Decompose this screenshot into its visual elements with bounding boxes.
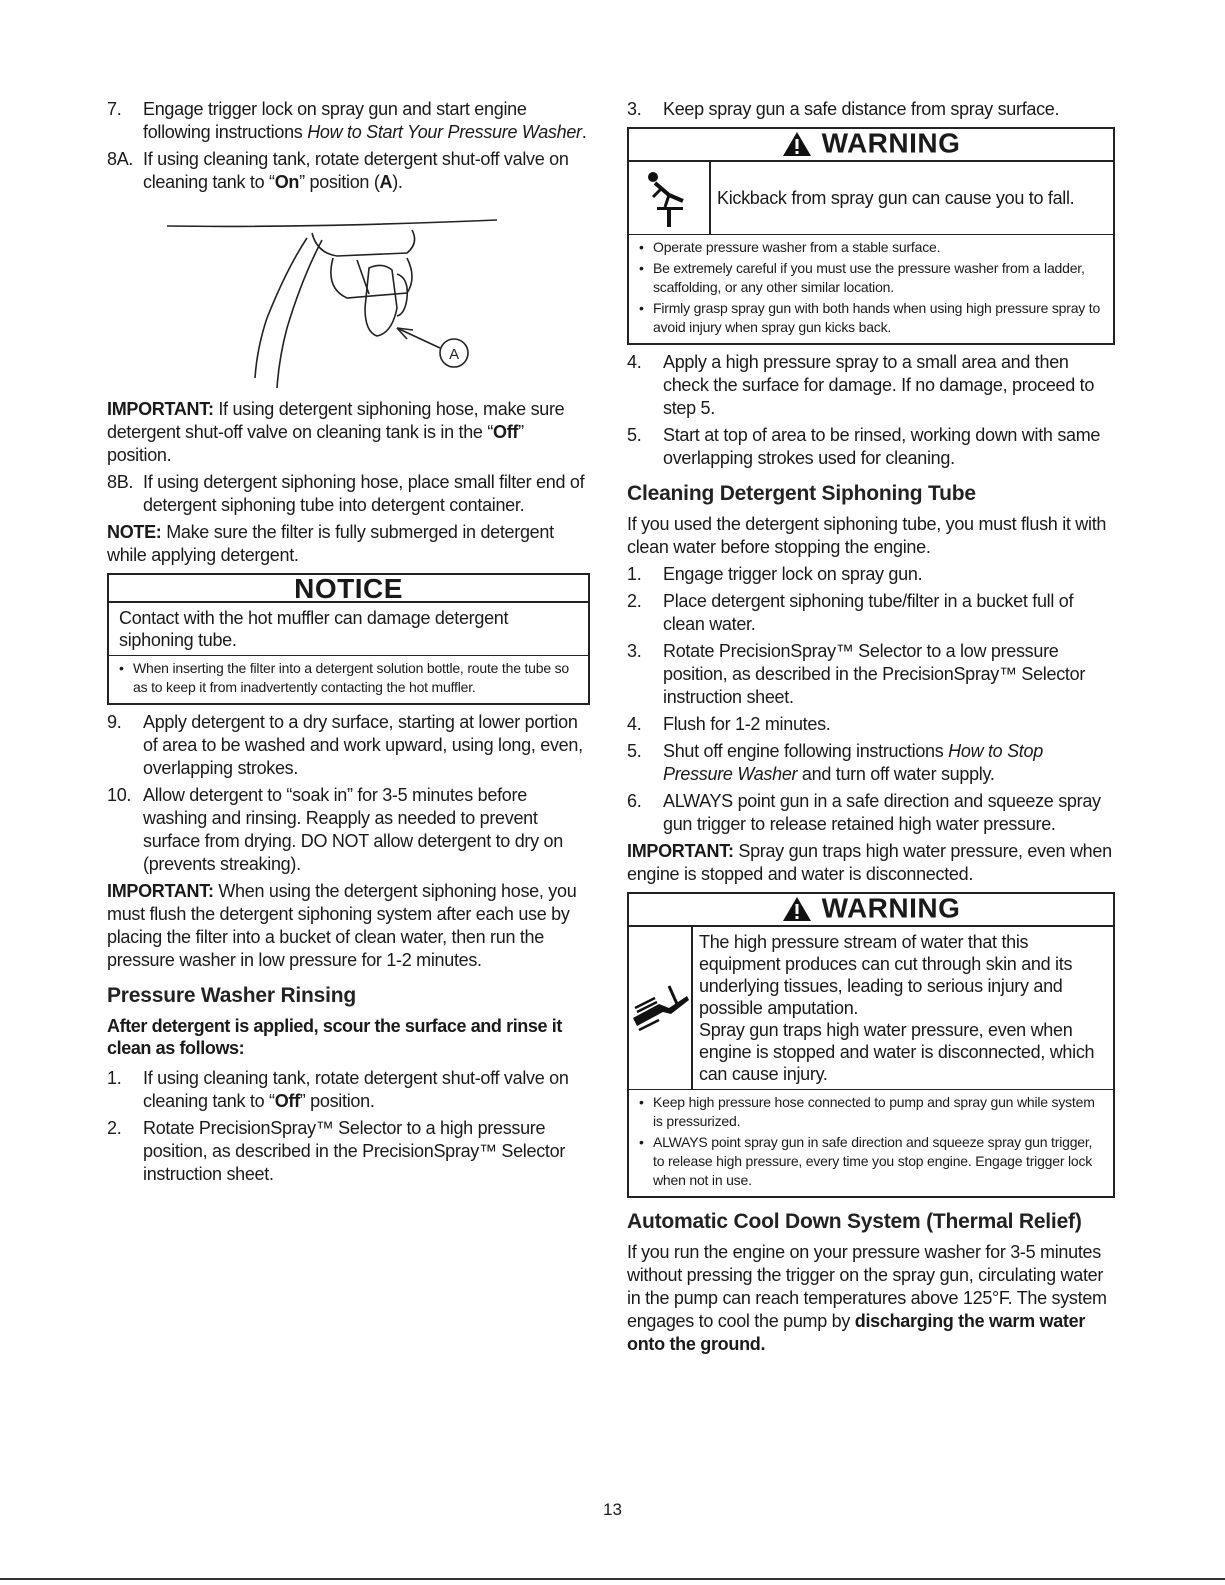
bottom-rule [0,1578,1225,1580]
step-text: Shut off engine following instructions How to Stop Pressure Washer and turn off water supply. [663,741,1043,784]
step-number: 2. [627,591,642,611]
siphon-heading: Cleaning Detergent Siphoning Tube [627,482,976,505]
step-5 [627,424,1115,470]
step-text: If using cleaning tank, rotate detergent shut-off valve on cleaning tank to “Off” position. [143,1068,569,1111]
step-number: 10. [107,785,132,805]
right-column [627,98,1115,1360]
step-3 [627,98,1115,121]
step-number: 2. [107,1118,122,1138]
step-number: 4. [627,352,642,372]
siphon-intro: If you used the detergent siphoning tube, you must flush it with clean water before stopping the engine. [627,514,1107,557]
detergent-valve-diagram [107,198,590,398]
step-text: Place detergent siphoning tube/filter in a bucket full of clean water. [663,591,1074,634]
step-8a [107,148,590,194]
section-reference: How to Stop Pressure Washer [663,741,1043,784]
step-text: ALWAYS point gun in a safe direction and squeeze spray gun trigger to release retained high water pressure. [663,791,1101,834]
step-number: 4. [627,714,642,734]
important-note-2: IMPORTANT: When using the detergent siphoning hose, you must flush the detergent siphoning system after each use by placing the filter into a bucket of clean water, then run the pressure washer in low pressure for 1-2 minutes. [107,881,577,970]
step-text: Rotate PrecisionSpray™ Selector to a high pressure position, as described in the PrecisionSpray™ Selector instruction sheet. [143,1118,566,1184]
step-number: 8B. [107,472,134,492]
rinse-step-1 [107,1067,590,1113]
warning-title: WARNING [629,894,1113,927]
warning-bullet: • ALWAYS point spray gun in safe direction and squeeze spray gun trigger, to release high pressure, every time you stop engine. Engage trigger lock when not in use. [639,1134,1093,1188]
notice-bullet: • When inserting the filter into a detergent solution bottle, route the tube so as to keep it from inadvertently contacting the hot muffler. [119,660,569,695]
warning-triangle-icon [782,131,812,159]
step-text: If using cleaning tank, rotate detergent shut-off valve on cleaning tank to “On” position (A). [143,149,569,192]
warning-message: Spray gun traps high water pressure, even when engine is stopped and water is disconnected, which can cause injury. [699,1020,1095,1084]
step-text: Engage trigger lock on spray gun and start engine following instructions How to Start Your Pressure Washer. [143,99,587,142]
warning-message-row [629,162,1113,235]
important-note-3: IMPORTANT: Spray gun traps high water pressure, even when engine is stopped and water is disconnected. [627,841,1112,884]
notice-bullets [109,656,588,703]
warning-box-high-pressure [627,892,1115,1198]
step-9 [107,711,590,780]
left-column [107,98,590,1190]
injection-hazard-icon [629,927,693,1089]
important-note-1: IMPORTANT: If using detergent siphoning hose, make sure detergent shut-off valve on cleaning tank is in the “Off” position. [107,399,565,465]
step-text: Start at top of area to be rinsed, working down with same overlapping strokes used for cleaning. [663,425,1101,468]
rinse-step-2 [107,1117,590,1186]
step-7 [107,98,590,144]
page-number: 13 [603,1500,622,1519]
step-text: Keep spray gun a safe distance from spray surface. [663,99,1060,119]
siphon-step-4 [627,713,1115,736]
step-text: Rotate PrecisionSpray™ Selector to a low pressure position, as described in the PrecisionSpray™ Selector instruction sheet. [663,641,1086,707]
warning-messages [693,927,1113,1089]
rinsing-subheading: After detergent is applied, scour the surface and rinse it clean as follows: [107,1016,562,1058]
step-number: 8A. [107,149,134,169]
step-number: 5. [627,425,642,445]
step-number: 1. [627,564,642,584]
valve-illustration [107,198,590,398]
step-number: 9. [107,712,122,732]
warning-box-kickback [627,127,1115,345]
step-number: 5. [627,741,642,761]
step-text: If using detergent siphoning hose, place small filter end of detergent siphoning tube into detergent container. [143,472,585,515]
step-text: Allow detergent to “soak in” for 3-5 minutes before washing and rinsing. Reapply as needed to prevent surface from drying. DO NOT allow detergent to dry on (prevents streaking). [143,785,563,874]
step-number: 7. [107,99,122,119]
siphon-step-3 [627,640,1115,709]
step-number: 3. [627,99,642,119]
step-number: 1. [107,1068,122,1088]
warning-message-row [629,927,1113,1090]
step-number: 6. [627,791,642,811]
siphon-step-1 [627,563,1115,586]
section-reference: How to Start Your Pressure Washer [307,122,582,142]
step-text: Flush for 1-2 minutes. [663,714,831,734]
warning-title: WARNING [629,129,1113,162]
warning-bullet: • Operate pressure washer from a stable surface. [639,239,941,255]
step-text: Engage trigger lock on spray gun. [663,564,923,584]
notice-box [107,573,590,705]
step-8b [107,471,590,517]
note: NOTE: Make sure the filter is fully submerged in detergent while applying detergent. [107,522,554,565]
step-number: 3. [627,641,642,661]
siphon-step-6 [627,790,1115,836]
step-text: Apply detergent to a dry surface, starting at lower portion of area to be washed and work upward, using long, even, overlapping strokes. [143,712,583,778]
callout-label-a: A [449,346,459,363]
step-text: Apply a high pressure spray to a small area and then check the surface for damage. If no damage, proceed to step 5. [663,352,1095,418]
step-10 [107,784,590,876]
warning-message: The high pressure stream of water that this equipment produces can cut through skin and its underlying tissues, leading to serious injury and possible amputation. [699,932,1073,1018]
warning-bullet: • Firmly grasp spray gun with both hands when using high pressure spray to avoid injury when spray gun kicks back. [639,300,1101,335]
fall-hazard-icon [629,162,711,234]
siphon-step-5 [627,740,1115,786]
warning-bullet: • Be extremely careful if you must use the pressure washer from a ladder, scaffolding, or any other similar location. [639,260,1085,295]
warning-message: Kickback from spray gun can cause you to fall. [717,188,1075,208]
siphon-step-2 [627,590,1115,636]
cooldown-heading: Automatic Cool Down System (Thermal Relief) [627,1210,1082,1233]
rinsing-heading: Pressure Washer Rinsing [107,984,357,1007]
cooldown-paragraph: If you run the engine on your pressure washer for 3-5 minutes without pressing the trigger on the spray gun, circulating water in the pump can reach temperatures above 125°F. The system engages to cool the pump by discharging the warm water onto the ground. [627,1242,1107,1354]
warning-bullet: • Keep high pressure hose connected to pump and spray gun while system is pressurized. [639,1094,1095,1129]
notice-lead: Contact with the hot muffler can damage detergent siphoning tube. [109,603,588,656]
warning-triangle-icon [782,896,812,924]
warning-bullets [629,1090,1113,1196]
notice-title: NOTICE [109,575,588,603]
step-4 [627,351,1115,420]
warning-bullets [629,235,1113,343]
